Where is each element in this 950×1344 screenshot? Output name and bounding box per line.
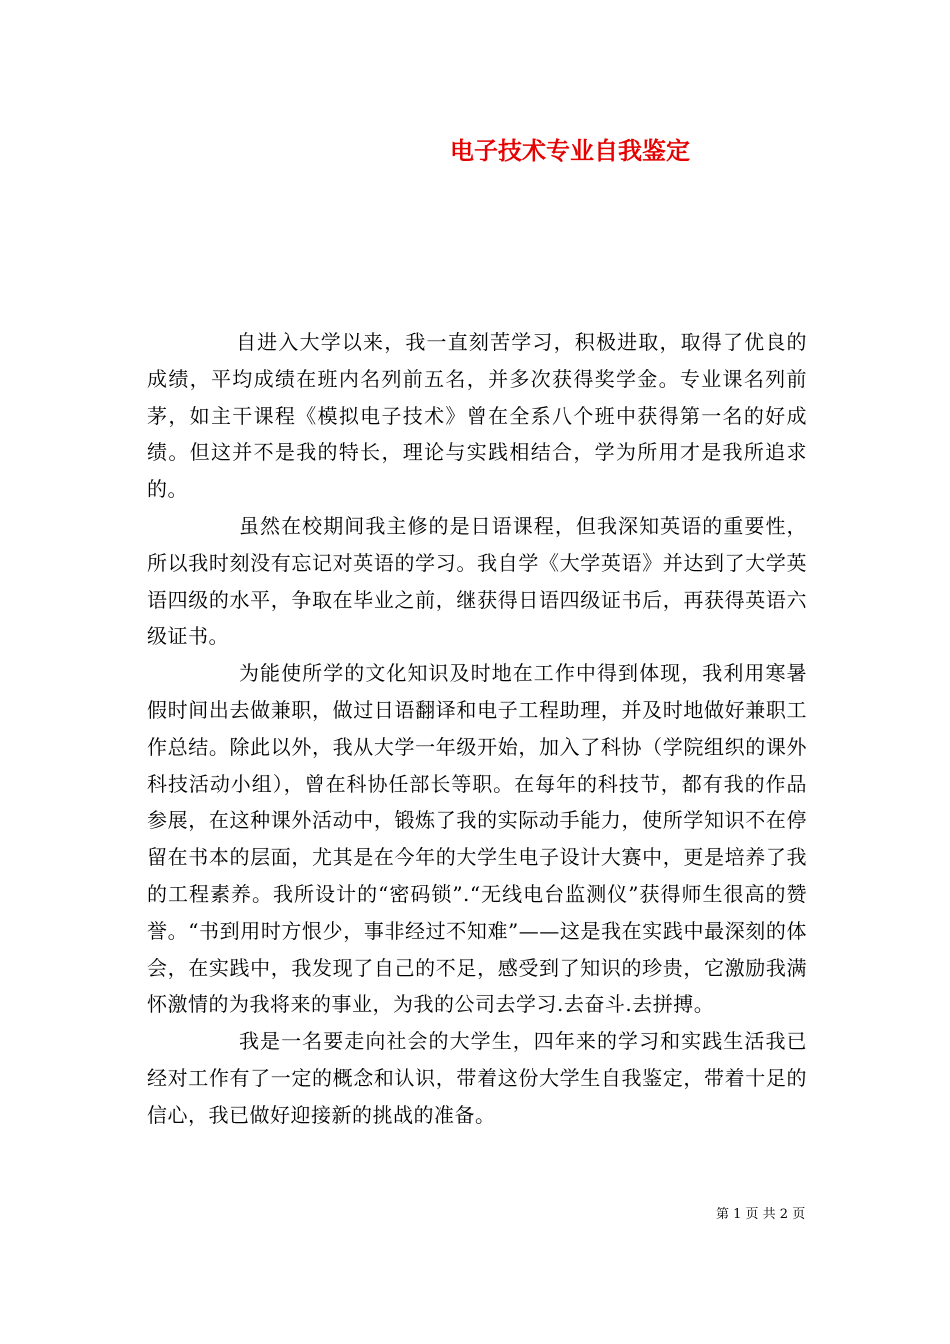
paragraph-4: 我是一名要走向社会的大学生，四年来的学习和实践生活我已经对工作有了一定的概念和认识，带着这份大学生自我鉴定，带着十足的信心，我已做好迎接新的挑战的准备。 — [147, 1029, 807, 1127]
paragraph-2: 虽然在校期间我主修的是日语课程，但我深知英语的重要性，所以我时刻没有忘记对英语的学习。我自学《大学英语》并达到了大学英语四级的水平，争取在毕业之前，继获得日语四级证书后，再获得英语六级证书。 — [147, 513, 807, 649]
document-body — [147, 324, 807, 1134]
document-title: 电子技术专业自我鉴定 — [450, 136, 690, 165]
page-number-footer: 第 1 页 共 2 页 — [716, 1207, 806, 1222]
paragraph-3: 为能使所学的文化知识及时地在工作中得到体现，我利用寒暑假时间出去做兼职，做过日语翻译和电子工程助理，并及时地做好兼职工作总结。除此以外，我从大学一年级开始，加入了科协（学院组织的课外科技活动小组），曾在科协任部长等职。在每年的科技节，都有我的作品参展，在这种课外活动中，锻炼了我的实际动手能力，使所学知识不在停留在书本的层面，尤其是在今年的大学生电子设计大赛中，更是培养了我的工程素养。我所设计的“密码锁”.“无线电台监测仪”获得师生很高的赞誉。“书到用时方恨少，事非经过不知难”——这是我在实践中最深刻的体会，在实践中，我发现了自己的不足，感受到了知识的珍贵，它激励我满怀激情的为我将来的事业，为我的公司去学习.去奋斗.去拼搏。 — [147, 661, 807, 1017]
paragraph-1: 自进入大学以来，我一直刻苦学习，积极进取，取得了优良的成绩，平均成绩在班内名列前五名，并多次获得奖学金。专业课名列前茅，如主干课程《模拟电子技术》曾在全系八个班中获得第一名的好成绩。但这并不是我的特长，理论与实践相结合，学为所用才是我所追求的。 — [147, 330, 807, 502]
